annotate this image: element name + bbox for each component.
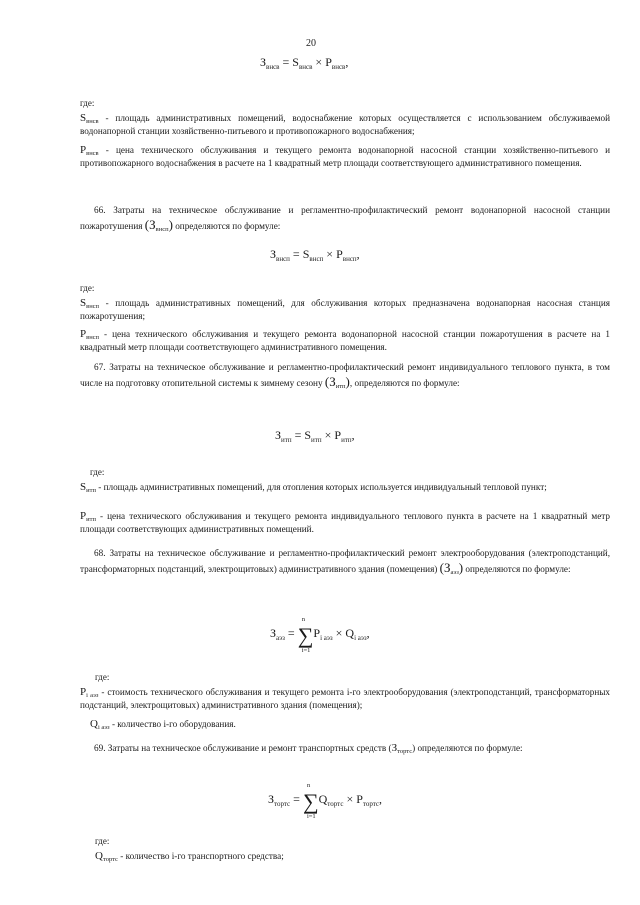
formula-subscript: i аэз	[320, 634, 333, 642]
definition-quantity	[90, 718, 620, 732]
formula-subscript: итп	[341, 436, 352, 444]
definition-text: - цена технического обслуживания и текущего ремонта водонапорной насосной станции пожаротушения в расчете на 1 квадратный метр площади соответствующего административного помещения.	[80, 329, 610, 353]
formula-tail: ,	[356, 247, 360, 261]
formula-fire-pump	[270, 247, 360, 264]
formula-symbol: З	[260, 55, 267, 69]
paragraph-69	[80, 742, 610, 756]
formula-subscript: внсп	[309, 255, 324, 263]
formula-subscript: внсв	[298, 63, 313, 71]
sum-upper-limit: n	[301, 616, 305, 623]
definition-price	[80, 510, 610, 536]
inline-symbol: $(З_{внсп})$	[144, 216, 173, 233]
formula-tail: ,	[351, 428, 355, 442]
formula-symbol: P	[336, 247, 343, 261]
formula-symbol: P	[356, 792, 363, 806]
inline-symbol: $(З_{итп})$	[324, 373, 350, 390]
sum-sign: ∑ n i=1	[297, 616, 314, 655]
inline-symbol: $З_{тортс}$	[391, 742, 413, 755]
paragraph-68	[80, 548, 610, 577]
formula-heat-point	[275, 428, 355, 445]
formula-operator: ×	[323, 247, 337, 261]
formula-symbol: З	[270, 626, 277, 640]
definition-text: - количество i-го оборудования.	[109, 719, 236, 729]
formula-equals: =	[279, 55, 293, 69]
definition-symbol: $S_{внсв}$	[80, 112, 99, 125]
formula-symbol: S	[304, 428, 312, 442]
where-label: где:	[80, 283, 95, 293]
formula-tail: ,	[345, 55, 349, 69]
definition-text: - стоимость технического обслуживания и текущего ремонта i-го электрооборудования (электроподстанций, трансформаторных подстанций, электрощитовых) административного здания (помещения);	[80, 687, 610, 711]
formula-equals: =	[291, 428, 305, 442]
formula-symbol: Q	[345, 626, 355, 640]
formula-subscript: внсп	[342, 255, 357, 263]
formula-vehicles	[268, 782, 383, 821]
formula-subscript: внсп	[276, 255, 290, 263]
formula-subscript: внсв	[331, 63, 346, 71]
formula-operator: ×	[343, 792, 357, 806]
formula-equals: =	[289, 247, 303, 261]
formula-subscript: тортс	[327, 800, 344, 808]
sum-sign: ∑ n i=1	[302, 782, 319, 821]
formula-subscript: внсв	[266, 63, 280, 71]
formula-subscript: тортс	[274, 800, 291, 808]
formula-tail: ,	[379, 792, 383, 806]
definition-text: - количество i-го транспортного средства;	[117, 851, 284, 861]
formula-subscript: итп	[311, 436, 322, 444]
inline-symbol: $(З_{аэз})$	[439, 559, 464, 576]
definition-symbol: $P_{i аэз}$	[80, 686, 99, 699]
definition-quantity	[95, 850, 575, 864]
where-label: где:	[95, 672, 110, 682]
formula-equals: =	[284, 626, 298, 640]
formula-symbol: S	[302, 247, 310, 261]
formula-equals: =	[290, 792, 303, 806]
formula-subscript: тортс	[362, 800, 380, 808]
definition-text: - площадь административных помещений, для обслуживания которых предназначена водонапорная насосная станция пожаротушения;	[80, 298, 610, 322]
formula-electrical	[270, 616, 370, 655]
formula-subscript: аэз	[276, 634, 285, 642]
formula-water-supply	[260, 55, 348, 72]
definition-price	[80, 144, 610, 170]
definition-area	[80, 112, 610, 138]
formula-symbol: З	[270, 247, 277, 261]
paragraph-text: 66. Затраты на техническое обслуживание и регламентно-профилактический ремонт водонапорной насосной станции пожаротушения	[80, 205, 610, 231]
paragraph-text: , определяются по формуле:	[349, 377, 460, 388]
paragraph-text: ) определяются по формуле:	[412, 743, 523, 753]
definition-symbol: $S_{внсп}$	[80, 297, 100, 310]
where-label: где:	[95, 836, 110, 846]
paragraph-66	[80, 205, 610, 234]
sum-lower-limit: i=1	[301, 647, 311, 655]
definition-price	[80, 686, 610, 712]
formula-operator: ×	[321, 428, 335, 442]
definition-text: - цена технического обслуживания и текущего ремонта индивидуального теплового пункта в расчете на 1 квадратный метр площади соответствующих административных помещений.	[80, 511, 610, 535]
formula-symbol: Q	[318, 792, 328, 806]
formula-operator: ×	[332, 626, 346, 640]
formula-symbol: S	[292, 55, 299, 69]
sum-lower-limit: i=1	[306, 813, 316, 821]
formula-symbol: P	[313, 626, 321, 640]
formula-subscript: i аэз	[354, 634, 367, 642]
paragraph-text: 68. Затраты на техническое обслуживание и регламентно-профилактический ремонт электрооборудования (электроподстанций, трансформаторных подстанций, электрощитовых) административного здания (помещения)	[80, 548, 610, 574]
definition-price	[80, 328, 610, 354]
paragraph-text: 69. Затраты на техническое обслуживание и ремонт транспортных средств (	[94, 743, 392, 753]
formula-symbol: P	[325, 55, 332, 69]
paragraph-67	[80, 362, 610, 391]
formula-symbol: З	[275, 428, 282, 442]
paragraph-text: определяются по формуле:	[463, 563, 571, 574]
definition-area	[80, 297, 610, 323]
paragraph-text: 67. Затраты на техническое обслуживание и регламентно-профилактический ремонт индивидуального теплового пункта, в том числе на подготовку отопительной системы к зимнему сезону	[80, 362, 610, 388]
definition-area	[80, 481, 610, 495]
formula-subscript: итп	[281, 436, 292, 444]
formula-symbol: P	[334, 428, 342, 442]
definition-symbol: $P_{внсв}$	[80, 144, 99, 157]
where-label: где:	[90, 467, 105, 477]
formula-symbol: З	[268, 792, 275, 806]
definition-symbol: $Q_{i аэз}$	[90, 718, 110, 731]
definition-symbol: $S_{итп}$	[80, 481, 96, 494]
where-label: где:	[80, 98, 95, 108]
definition-text: - площадь административных помещений, для отопления которых используется индивидуальный тепловой пункт;	[95, 482, 547, 492]
paragraph-text: определяются по формуле:	[172, 220, 281, 231]
definition-text: - цена технического обслуживания и текущего ремонта водонапорной насосной станции хозяйственно-питьевого и противопожарного водоснабжения в расчете на 1 квадратный метр площади соответствующего административного помещения.	[80, 145, 610, 169]
formula-tail: ,	[366, 626, 370, 640]
page-number: 20	[306, 38, 316, 49]
definition-text: - площадь административных помещений, водоснабжение которых осуществляется с использованием обслуживаемой водонапорной станции хозяйственно-питьевого и противопожарного водоснабжения;	[80, 113, 610, 137]
formula-operator: ×	[312, 55, 326, 69]
definition-symbol: $Q_{тортс}$	[95, 850, 118, 863]
definition-symbol: $P_{внсп}$	[80, 328, 100, 341]
definition-symbol: $P_{итп}$	[80, 510, 96, 523]
sum-upper-limit: n	[306, 782, 311, 789]
